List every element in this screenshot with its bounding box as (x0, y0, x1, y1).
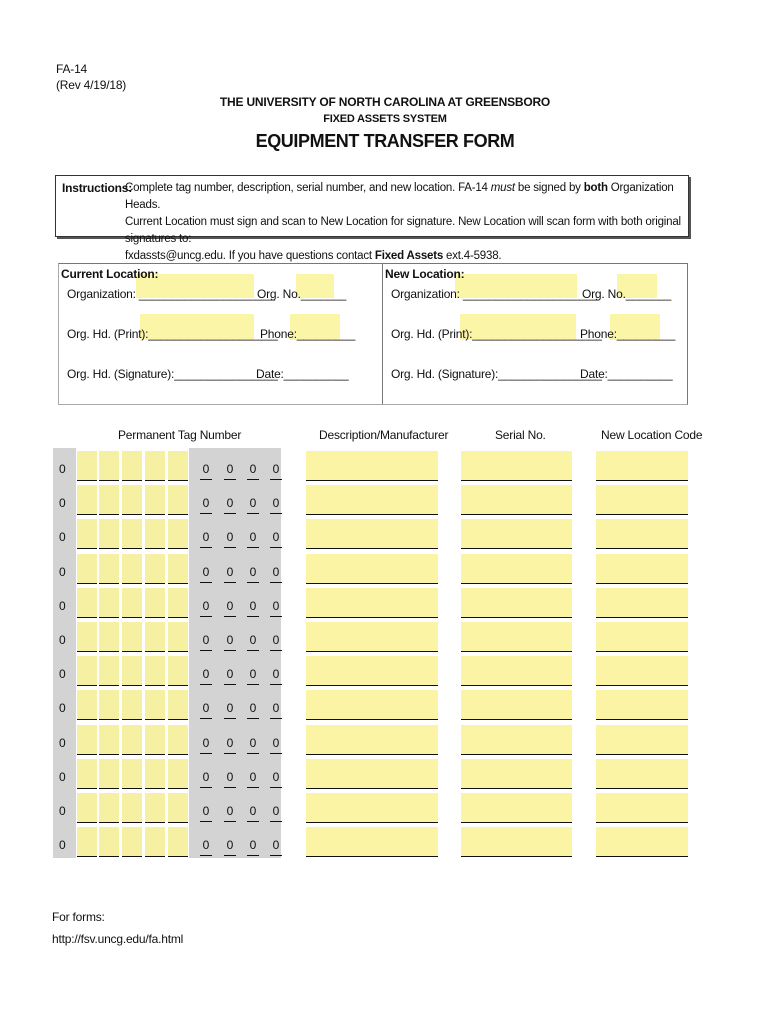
table-row (0, 516, 770, 550)
check-digit-2: 0 (224, 633, 236, 651)
description-input[interactable] (306, 725, 438, 755)
current-org-hd-print-label: Org. Hd. (Print):____________________ (67, 327, 278, 341)
tag-digit-input-4[interactable] (145, 759, 165, 789)
check-digit-3: 0 (247, 462, 259, 480)
check-digit-3: 0 (247, 736, 259, 754)
new-location-code-input[interactable] (596, 485, 688, 515)
tag-digit-input-3[interactable] (122, 725, 142, 755)
check-digit-4: 0 (270, 804, 282, 822)
tag-digit-input-1[interactable] (77, 690, 97, 720)
table-row (0, 585, 770, 619)
header-serial-no: Serial No. (495, 428, 546, 442)
current-org-hd-signature-label: Org. Hd. (Signature):________________ (67, 367, 278, 381)
tag-digit-input-3[interactable] (122, 554, 142, 584)
serial-no-input[interactable] (461, 622, 572, 652)
instructions-line-2: Current Location must sign and scan to New Location for signature. New Location will scan form with both original signatures to: (125, 216, 681, 245)
header-permanent-tag-number: Permanent Tag Number (118, 428, 242, 442)
table-row (0, 824, 770, 858)
tag-digit-input-5[interactable] (168, 793, 188, 823)
check-digit-3: 0 (247, 804, 259, 822)
tag-digit-input-3[interactable] (122, 656, 142, 686)
current-phone-label: Phone:_________ (260, 327, 356, 341)
table-row (0, 448, 770, 482)
check-digit-1: 0 (200, 804, 212, 822)
footer-label: For forms: (52, 910, 105, 924)
check-digit-3: 0 (247, 565, 259, 583)
page-title: EQUIPMENT TRANSFER FORM (255, 131, 515, 151)
check-digit-1: 0 (200, 633, 212, 651)
tag-digit-input-4[interactable] (145, 622, 165, 652)
instructions-line-3: fxdassts@uncg.edu. If you have questions contact Fixed Assets ext.4-5938. (125, 250, 502, 262)
new-location-heading: New Location: (385, 267, 465, 281)
tag-digit-input-4[interactable] (145, 793, 165, 823)
check-digit-4: 0 (270, 667, 282, 685)
tag-digit-input-3[interactable] (122, 793, 142, 823)
system-name: FIXED ASSETS SYSTEM (323, 113, 447, 125)
tag-digit-input-5[interactable] (168, 725, 188, 755)
new-location-code-input[interactable] (596, 690, 688, 720)
tag-digit-input-3[interactable] (122, 827, 142, 857)
tag-digit-input-5[interactable] (168, 588, 188, 618)
tag-digit-input-1[interactable] (77, 827, 97, 857)
new-date-label: Date:__________ (580, 367, 673, 381)
instructions-text (125, 180, 685, 265)
table-row (0, 790, 770, 824)
new-org-hd-print-label: Org. Hd. (Print):____________________ (391, 327, 602, 341)
check-digit-1: 0 (200, 462, 212, 480)
check-digit-2: 0 (224, 667, 236, 685)
tag-lead-digit: 0 (59, 530, 66, 544)
check-digit-3: 0 (247, 838, 259, 856)
new-location-code-input[interactable] (596, 725, 688, 755)
serial-no-input[interactable] (461, 690, 572, 720)
tag-digit-input-5[interactable] (168, 622, 188, 652)
current-org-no-label: Org. No._______ (257, 287, 347, 301)
check-digit-1: 0 (200, 496, 212, 514)
tag-digit-input-4[interactable] (145, 485, 165, 515)
current-location-heading: Current Location: (61, 267, 159, 281)
tag-digit-input-1[interactable] (77, 622, 97, 652)
tag-lead-digit: 0 (59, 565, 66, 579)
tag-digit-input-3[interactable] (122, 759, 142, 789)
tag-digit-input-4[interactable] (145, 554, 165, 584)
tag-digit-input-4[interactable] (145, 725, 165, 755)
form-revision: (Rev 4/19/18) (56, 78, 127, 92)
tag-digit-input-2[interactable] (99, 725, 119, 755)
tag-digit-input-2[interactable] (99, 451, 119, 481)
tag-digit-input-2[interactable] (99, 690, 119, 720)
tag-digit-input-2[interactable] (99, 827, 119, 857)
check-digit-1: 0 (200, 565, 212, 583)
tag-digit-input-2[interactable] (99, 622, 119, 652)
check-digit-4: 0 (270, 633, 282, 651)
tag-lead-digit: 0 (59, 701, 66, 715)
check-digit-2: 0 (224, 770, 236, 788)
serial-no-input[interactable] (461, 793, 572, 823)
check-digit-1: 0 (200, 736, 212, 754)
check-digit-1: 0 (200, 701, 212, 719)
form-header-left (56, 61, 126, 93)
check-digit-3: 0 (247, 496, 259, 514)
check-digit-3: 0 (247, 633, 259, 651)
check-digit-3: 0 (247, 701, 259, 719)
tag-digit-input-1[interactable] (77, 725, 97, 755)
tag-digit-input-5[interactable] (168, 485, 188, 515)
check-digit-2: 0 (224, 462, 236, 480)
form-number: FA-14 (56, 62, 88, 76)
tag-lead-digit: 0 (59, 838, 66, 852)
tag-digit-input-4[interactable] (145, 451, 165, 481)
header-new-location-code: New Location Code (601, 428, 703, 442)
description-input[interactable] (306, 485, 438, 515)
tag-lead-digit: 0 (59, 462, 66, 476)
location-divider (382, 263, 383, 404)
instructions-label: Instructions: (62, 181, 133, 195)
serial-no-input[interactable] (461, 451, 572, 481)
tag-digit-input-3[interactable] (122, 690, 142, 720)
check-digit-2: 0 (224, 736, 236, 754)
check-digit-3: 0 (247, 530, 259, 548)
description-input[interactable] (306, 690, 438, 720)
tag-digit-input-4[interactable] (145, 656, 165, 686)
tag-digit-input-3[interactable] (122, 485, 142, 515)
tag-lead-digit: 0 (59, 667, 66, 681)
tag-digit-input-3[interactable] (122, 588, 142, 618)
new-phone-label: Phone:_________ (580, 327, 676, 341)
tag-lead-digit: 0 (59, 496, 66, 510)
tag-digit-input-3[interactable] (122, 519, 142, 549)
description-input[interactable] (306, 588, 438, 618)
new-location-code-input[interactable] (596, 656, 688, 686)
new-location-code-input[interactable] (596, 451, 688, 481)
serial-no-input[interactable] (461, 519, 572, 549)
tag-digit-input-2[interactable] (99, 759, 119, 789)
check-digit-3: 0 (247, 599, 259, 617)
new-location-code-input[interactable] (596, 519, 688, 549)
check-digit-1: 0 (200, 770, 212, 788)
new-location-code-input[interactable] (596, 793, 688, 823)
tag-lead-digit: 0 (59, 599, 66, 613)
tag-digit-input-1[interactable] (77, 519, 97, 549)
description-input[interactable] (306, 759, 438, 789)
check-digit-2: 0 (224, 804, 236, 822)
check-digit-2: 0 (224, 496, 236, 514)
footer-url[interactable]: http://fsv.uncg.edu/fa.html (52, 932, 184, 946)
serial-no-input[interactable] (461, 588, 572, 618)
instructions-line-1: Complete tag number, description, serial number, and new location. FA-14 must be signed by both Organization Heads. (125, 182, 674, 211)
description-input[interactable] (306, 827, 438, 857)
check-digit-4: 0 (270, 530, 282, 548)
check-digit-4: 0 (270, 462, 282, 480)
description-input[interactable] (306, 793, 438, 823)
tag-digit-input-5[interactable] (168, 827, 188, 857)
table-row (0, 653, 770, 687)
header-description-manufacturer: Description/Manufacturer (319, 428, 449, 442)
check-digit-4: 0 (270, 599, 282, 617)
table-row (0, 482, 770, 516)
check-digit-2: 0 (224, 565, 236, 583)
check-digit-1: 0 (200, 530, 212, 548)
check-digit-2: 0 (224, 701, 236, 719)
serial-no-input[interactable] (461, 554, 572, 584)
check-digit-2: 0 (224, 599, 236, 617)
description-input[interactable] (306, 656, 438, 686)
tag-digit-input-4[interactable] (145, 827, 165, 857)
table-row (0, 722, 770, 756)
tag-digit-input-2[interactable] (99, 656, 119, 686)
check-digit-4: 0 (270, 736, 282, 754)
tag-lead-digit: 0 (59, 633, 66, 647)
transfer-table (0, 448, 770, 860)
table-row (0, 756, 770, 790)
new-location-code-input[interactable] (596, 827, 688, 857)
new-location-code-input[interactable] (596, 554, 688, 584)
tag-digit-input-1[interactable] (77, 451, 97, 481)
tag-digit-input-5[interactable] (168, 690, 188, 720)
tag-lead-digit: 0 (59, 804, 66, 818)
check-digit-4: 0 (270, 770, 282, 788)
tag-digit-input-2[interactable] (99, 554, 119, 584)
description-input[interactable] (306, 519, 438, 549)
tag-lead-digit: 0 (59, 770, 66, 784)
tag-digit-input-2[interactable] (99, 519, 119, 549)
serial-no-input[interactable] (461, 485, 572, 515)
description-input[interactable] (306, 622, 438, 652)
check-digit-1: 0 (200, 599, 212, 617)
current-date-label: Date:__________ (256, 367, 349, 381)
description-input[interactable] (306, 554, 438, 584)
check-digit-2: 0 (224, 838, 236, 856)
new-location-code-input[interactable] (596, 622, 688, 652)
tag-digit-input-1[interactable] (77, 554, 97, 584)
new-organization-label: Organization: _____________________ (391, 287, 599, 301)
tag-digit-input-4[interactable] (145, 519, 165, 549)
tag-digit-input-2[interactable] (99, 588, 119, 618)
new-org-hd-signature-label: Org. Hd. (Signature):________________ (391, 367, 602, 381)
description-input[interactable] (306, 451, 438, 481)
tag-digit-input-1[interactable] (77, 656, 97, 686)
check-digit-1: 0 (200, 667, 212, 685)
table-row (0, 551, 770, 585)
tag-digit-input-3[interactable] (122, 622, 142, 652)
new-location-code-input[interactable] (596, 759, 688, 789)
footer (52, 906, 183, 950)
tag-digit-input-1[interactable] (77, 588, 97, 618)
check-digit-4: 0 (270, 565, 282, 583)
tag-digit-input-1[interactable] (77, 759, 97, 789)
current-organization-label: Organization: _____________________ (67, 287, 275, 301)
new-org-no-label: Org. No._______ (582, 287, 672, 301)
check-digit-3: 0 (247, 667, 259, 685)
instructions-box (55, 175, 689, 262)
tag-digit-input-4[interactable] (145, 588, 165, 618)
tag-lead-digit: 0 (59, 736, 66, 750)
check-digit-4: 0 (270, 701, 282, 719)
tag-digit-input-5[interactable] (168, 451, 188, 481)
check-digit-1: 0 (200, 838, 212, 856)
tag-digit-input-5[interactable] (168, 554, 188, 584)
new-location-code-input[interactable] (596, 588, 688, 618)
table-row (0, 687, 770, 721)
check-digit-2: 0 (224, 530, 236, 548)
table-row (0, 619, 770, 653)
serial-no-input[interactable] (461, 656, 572, 686)
serial-no-input[interactable] (461, 827, 572, 857)
tag-digit-input-2[interactable] (99, 793, 119, 823)
university-name: THE UNIVERSITY OF NORTH CAROLINA AT GREENSBORO (219, 95, 551, 109)
check-digit-4: 0 (270, 838, 282, 856)
tag-digit-input-5[interactable] (168, 759, 188, 789)
tag-digit-input-5[interactable] (168, 656, 188, 686)
serial-no-input[interactable] (461, 725, 572, 755)
tag-digit-input-5[interactable] (168, 519, 188, 549)
tag-digit-input-3[interactable] (122, 451, 142, 481)
tag-digit-input-1[interactable] (77, 485, 97, 515)
tag-digit-input-2[interactable] (99, 485, 119, 515)
check-digit-4: 0 (270, 496, 282, 514)
tag-digit-input-4[interactable] (145, 690, 165, 720)
tag-digit-input-1[interactable] (77, 793, 97, 823)
serial-no-input[interactable] (461, 759, 572, 789)
check-digit-3: 0 (247, 770, 259, 788)
